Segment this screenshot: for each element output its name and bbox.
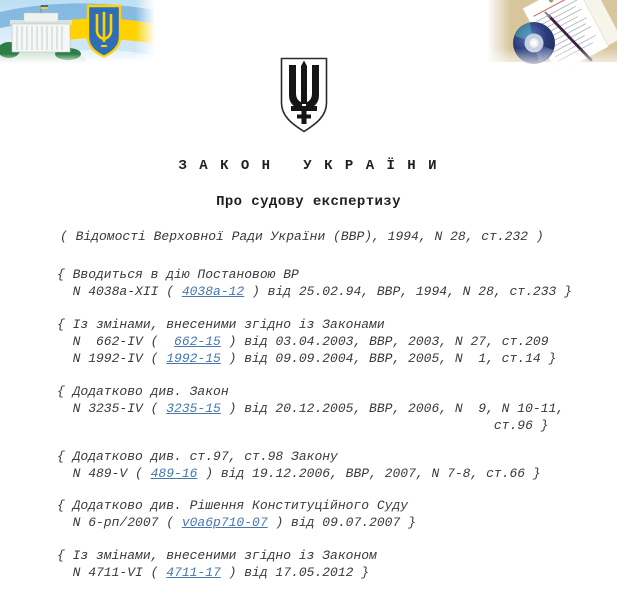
doc-text: N 1992-IV ( bbox=[57, 351, 167, 366]
documents-photo-graphic bbox=[487, 0, 617, 70]
doc-line bbox=[57, 400, 565, 417]
doc-text: ) від 09.09.2004, ВВР, 2005, N 1, ст.14 } bbox=[220, 351, 557, 366]
tryzub-emblem-graphic bbox=[279, 57, 329, 135]
doc-line bbox=[57, 333, 560, 350]
doc-line: { Із змінами, внесеними згідно із Законами bbox=[57, 317, 385, 332]
doc-link-4038a-12[interactable]: 4038а-12 bbox=[181, 284, 245, 299]
law-subtitle: Про судову експертизу bbox=[216, 194, 401, 210]
doc-line bbox=[57, 514, 560, 531]
documents-photo bbox=[487, 0, 617, 70]
doc-link-3235-15[interactable]: 3235-15 bbox=[166, 401, 221, 416]
doc-text: ) від 09.07.2007 } bbox=[267, 515, 416, 530]
amendment-block-2 bbox=[57, 316, 560, 367]
doc-text: N 662-IV ( bbox=[57, 334, 175, 349]
doc-link-4711-17[interactable]: 4711-17 bbox=[166, 565, 221, 580]
doc-line bbox=[57, 283, 572, 300]
gazette-reference: ( Відомості Верховної Ради України (ВВР), 1994, N 28, ст.232 ) bbox=[60, 229, 544, 244]
doc-text: N 4711-VI ( bbox=[57, 565, 167, 580]
rada-banner-graphic bbox=[0, 0, 155, 64]
amendment-block-5 bbox=[57, 497, 560, 531]
doc-line: { Вводиться в дію Постановою ВР bbox=[57, 267, 299, 282]
doc-text: N 6-рп/2007 ( bbox=[57, 515, 182, 530]
amendment-block-3 bbox=[57, 383, 565, 434]
doc-link-v0a6p710-07[interactable]: v0a6p710-07 bbox=[181, 515, 268, 530]
doc-link-662-15[interactable]: 662-15 bbox=[174, 334, 221, 349]
doc-line: { Додатково див. Рішення Конституційного Суду bbox=[57, 498, 409, 513]
law-title: З А К О Н У К Р А Ї Н И bbox=[178, 158, 439, 174]
doc-line: { Додатково див. ст.97, ст.98 Закону bbox=[57, 449, 338, 464]
doc-link-1992-15[interactable]: 1992-15 bbox=[166, 351, 221, 366]
document-body bbox=[57, 158, 572, 581]
doc-text: ) від 03.04.2003, ВВР, 2003, N 27, ст.209 bbox=[220, 334, 549, 349]
doc-text: N 4038а-XII ( bbox=[57, 284, 182, 299]
doc-text: N 3235-IV ( bbox=[57, 401, 167, 416]
doc-text: ) від 19.12.2006, ВВР, 2007, N 7-8, ст.66 } bbox=[197, 466, 541, 481]
tryzub-emblem-icon bbox=[279, 57, 329, 135]
doc-text: ) від 20.12.2005, ВВР, 2006, N 9, N 10-11, bbox=[220, 401, 565, 416]
doc-line bbox=[57, 564, 560, 581]
doc-line bbox=[57, 465, 560, 482]
doc-text: ) від 25.02.94, ВВР, 1994, N 28, ст.233 } bbox=[244, 284, 572, 299]
doc-link-489-16[interactable]: 489-16 bbox=[150, 466, 198, 481]
rada-banner-image bbox=[0, 0, 155, 64]
doc-line: ст.96 } bbox=[57, 418, 549, 433]
doc-line bbox=[57, 350, 560, 367]
amendment-block-4 bbox=[57, 448, 560, 482]
amendment-block-1 bbox=[57, 266, 572, 300]
banner-shield-icon bbox=[88, 6, 120, 57]
doc-text: N 489-V ( bbox=[57, 466, 151, 481]
doc-text: ) від 17.05.2012 } bbox=[220, 565, 370, 580]
doc-line: { Додатково див. Закон bbox=[57, 384, 229, 399]
doc-line: { Із змінами, внесеними згідно із Законом bbox=[57, 548, 377, 563]
amendment-block-6 bbox=[57, 547, 560, 581]
